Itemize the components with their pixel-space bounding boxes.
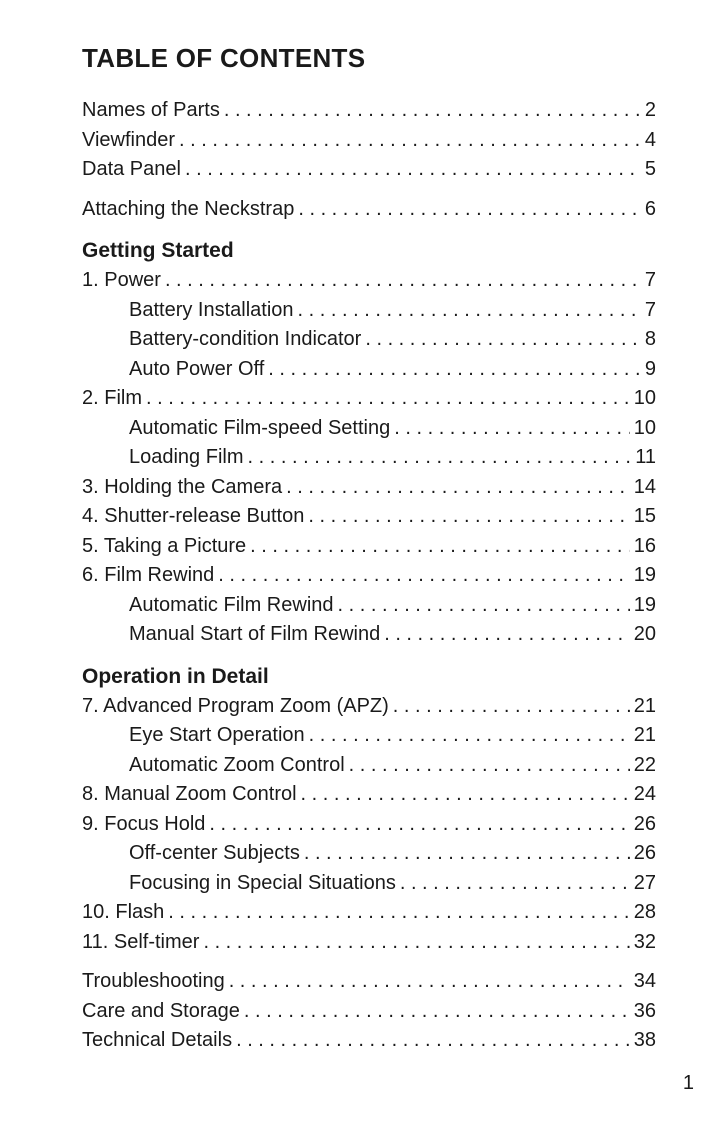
toc-entry-label: 4. Shutter-release Button	[82, 505, 305, 527]
toc-entry-page: 36	[633, 999, 656, 1022]
toc-entry-page: 19	[633, 593, 656, 616]
toc-entry[interactable]	[82, 751, 656, 781]
dot-leader	[298, 195, 641, 225]
dot-leader	[301, 780, 630, 810]
toc-entry-label: Data Panel	[82, 158, 181, 180]
dot-leader	[209, 810, 629, 840]
toc-entry[interactable]	[82, 266, 656, 296]
toc-entry-label: Names of Parts	[82, 99, 220, 121]
toc-entry[interactable]	[82, 195, 656, 225]
dot-leader	[286, 473, 630, 503]
toc-entry[interactable]	[82, 721, 656, 751]
toc-entry-page: 7	[644, 298, 656, 321]
section-heading: Getting Started	[82, 239, 234, 262]
toc-entry[interactable]	[82, 692, 656, 722]
toc-entry-page: 38	[633, 1029, 656, 1051]
dot-leader	[224, 96, 641, 126]
toc-entry-page: 14	[633, 475, 656, 498]
toc-entry-label: Technical Details	[82, 1029, 233, 1051]
toc-entry-page: 26	[633, 812, 656, 835]
toc-entry-label: 10. Flash	[82, 901, 165, 923]
toc-entry-page: 15	[633, 505, 656, 527]
toc-entry[interactable]	[82, 384, 656, 414]
dot-leader	[185, 155, 641, 185]
dot-leader	[365, 325, 641, 355]
toc-entry-label: Focusing in Special Situations	[129, 871, 396, 894]
toc-entry-page: 27	[633, 871, 656, 894]
toc-entry[interactable]	[82, 967, 656, 997]
dot-leader	[308, 502, 629, 532]
page-title: TABLE OF CONTENTS	[82, 43, 366, 73]
section-heading: Operation in Detail	[82, 664, 269, 688]
toc-entry-label: Eye Start Operation	[129, 724, 305, 746]
toc-entry-label: Troubleshooting	[82, 970, 225, 992]
toc-entry-page: 8	[644, 328, 656, 350]
toc-entry-page: 7	[644, 269, 656, 291]
toc-entry[interactable]	[82, 296, 656, 326]
toc-entry[interactable]	[82, 561, 656, 591]
toc-entry-page: 11	[635, 446, 656, 468]
toc-entry[interactable]	[82, 620, 656, 650]
toc-entry-page: 9	[644, 357, 656, 380]
dot-leader	[309, 721, 630, 751]
dot-leader	[168, 898, 629, 928]
toc-entry[interactable]	[82, 1026, 656, 1056]
dot-leader	[179, 126, 641, 156]
toc-entry-label: Attaching the Neckstrap	[82, 197, 295, 220]
toc-entry-label: Care and Storage	[82, 999, 240, 1022]
toc-entry-page: 4	[644, 128, 656, 151]
toc-entry-page: 28	[633, 901, 656, 923]
toc-entry-label: 11. Self-timer	[82, 930, 200, 953]
toc-entry-page: 10	[633, 387, 656, 409]
dot-leader	[165, 266, 641, 296]
toc-entry-label: Loading Film	[129, 446, 244, 468]
toc-entry-label: Automatic Film-speed Setting	[129, 416, 391, 439]
toc-entry-page: 10	[633, 416, 656, 439]
section-entries	[82, 266, 656, 650]
toc-entry-page: 16	[633, 534, 656, 557]
dot-leader	[394, 414, 630, 444]
dot-leader	[236, 1026, 630, 1056]
toc-entry-page: 21	[633, 694, 656, 717]
dot-leader	[384, 620, 630, 650]
toc-section-operation-in-detail	[82, 662, 656, 958]
toc-entry[interactable]	[82, 502, 656, 532]
toc-entry-label: 2. Film	[82, 387, 142, 409]
toc-entry-label: 8. Manual Zoom Control	[82, 783, 297, 805]
toc-group-front-matter	[82, 96, 656, 185]
toc-entry[interactable]	[82, 325, 656, 355]
dot-leader	[400, 869, 630, 899]
toc-entry-page: 19	[633, 564, 656, 586]
dot-leader	[304, 839, 630, 869]
toc-group-back-matter	[82, 967, 656, 1056]
dot-leader	[268, 355, 641, 385]
toc-entry-page: 24	[633, 783, 656, 805]
section-entries	[82, 692, 656, 958]
toc-entry-page: 20	[633, 623, 656, 645]
table-of-contents	[82, 38, 656, 1056]
toc-entry[interactable]	[82, 898, 656, 928]
dot-leader	[244, 997, 630, 1027]
dot-leader	[298, 296, 641, 326]
toc-entry-page: 34	[633, 970, 656, 992]
toc-entry-page: 21	[633, 724, 656, 746]
dot-leader	[349, 751, 630, 781]
dot-leader	[338, 591, 630, 621]
toc-entry-label: Auto Power Off	[129, 357, 265, 380]
toc-entry[interactable]	[82, 928, 656, 958]
toc-group-neckstrap	[82, 195, 656, 225]
toc-entry-label: Automatic Film Rewind	[129, 593, 334, 616]
toc-entry-page: 22	[633, 753, 656, 776]
toc-entry-label: 5. Taking a Picture	[82, 534, 247, 557]
toc-entry[interactable]	[82, 591, 656, 621]
toc-section-getting-started	[82, 236, 656, 650]
toc-entry[interactable]	[82, 126, 656, 156]
toc-entry-page: 5	[644, 158, 656, 180]
toc-entry[interactable]	[82, 414, 656, 444]
toc-entry[interactable]	[82, 869, 656, 899]
toc-entry[interactable]	[82, 532, 656, 562]
dot-leader	[203, 928, 629, 958]
toc-entry-label: Automatic Zoom Control	[129, 753, 345, 776]
dot-leader	[229, 967, 630, 997]
toc-entry[interactable]	[82, 810, 656, 840]
toc-entry-label: Battery-condition Indicator	[129, 328, 362, 350]
dot-leader	[218, 561, 629, 591]
dot-leader	[393, 692, 630, 722]
toc-entry-page: 6	[644, 197, 656, 220]
dot-leader	[146, 384, 630, 414]
toc-entry[interactable]	[82, 839, 656, 869]
toc-entry-label: 7. Advanced Program Zoom (APZ)	[82, 694, 389, 717]
toc-entry[interactable]	[82, 355, 656, 385]
toc-entry-label: Manual Start of Film Rewind	[129, 623, 381, 645]
page-number: 1	[682, 1072, 694, 1094]
toc-entry[interactable]	[82, 96, 656, 126]
toc-entry[interactable]	[82, 473, 656, 503]
toc-entry-label: 9. Focus Hold	[82, 812, 206, 835]
toc-entry-label: 6. Film Rewind	[82, 564, 215, 586]
toc-entry-label: Off-center Subjects	[129, 842, 300, 864]
toc-entry[interactable]	[82, 443, 656, 473]
toc-entry-page: 32	[633, 930, 656, 953]
dot-leader	[250, 532, 630, 562]
toc-entry-page: 26	[633, 842, 656, 864]
toc-entry-label: 1. Power	[82, 269, 161, 291]
toc-entry[interactable]	[82, 997, 656, 1027]
toc-entry-label: Battery Installation	[129, 298, 294, 321]
toc-entry-label: 3. Holding the Camera	[82, 475, 283, 498]
toc-entry[interactable]	[82, 780, 656, 810]
toc-entry[interactable]	[82, 155, 656, 185]
toc-entry-page: 2	[644, 99, 656, 121]
toc-entry-label: Viewfinder	[82, 128, 176, 151]
dot-leader	[248, 443, 632, 473]
